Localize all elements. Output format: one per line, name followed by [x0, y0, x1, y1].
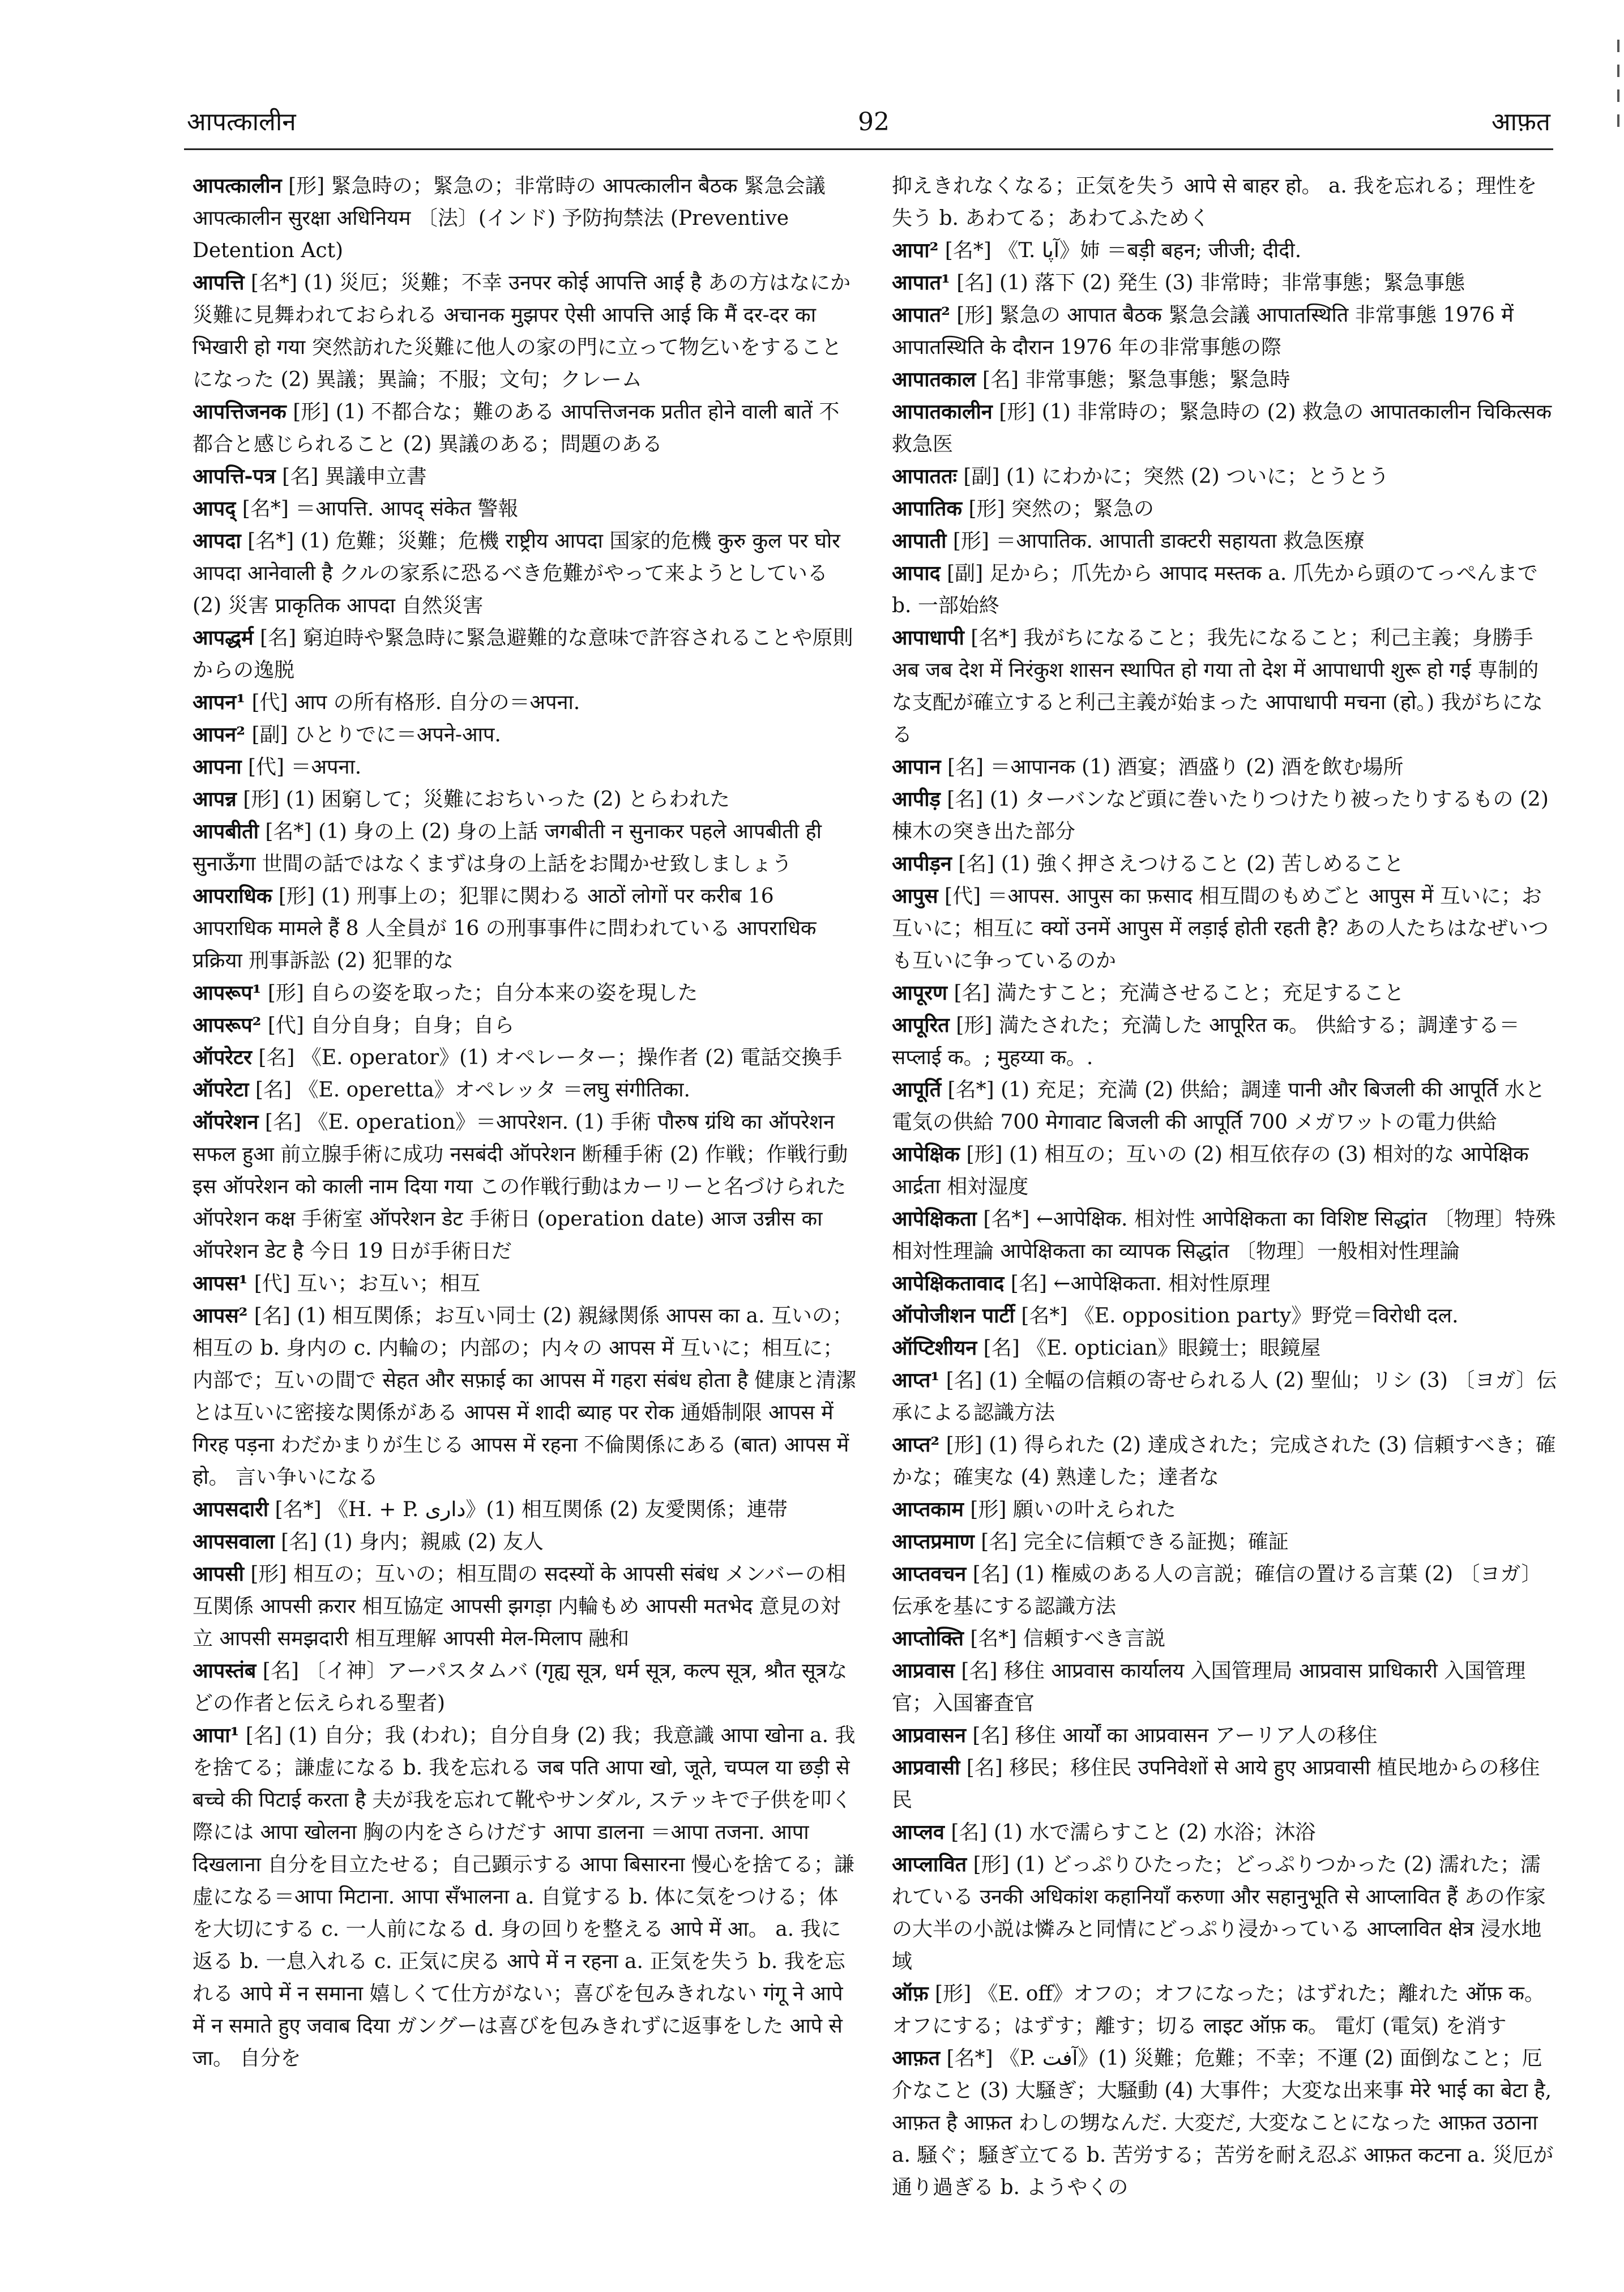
entry-definition: [名] 《E. operator》(1) オペレーター；操作者 (2) 電話交換手: [251, 1046, 843, 1069]
entry-definition: [副] ひとりでに＝अपने-आप.: [245, 723, 501, 746]
entry-headword: आपरूप¹: [193, 981, 262, 1005]
dictionary-entry: [892, 1978, 1557, 2042]
dictionary-entry: [892, 234, 1557, 267]
dictionary-entry: [892, 396, 1557, 460]
dictionary-entry: [193, 816, 858, 880]
entry-headword: आफ़त: [892, 2046, 941, 2070]
entry-definition: [名*] 《E. opposition party》野党＝विरोधी दल.: [1014, 1304, 1459, 1328]
entry-headword: आपबीती: [193, 820, 259, 843]
dictionary-entry: [892, 1300, 1557, 1332]
dictionary-entry: [892, 1752, 1557, 1816]
entry-headword: आपात²: [892, 303, 950, 327]
dictionary-entry: [193, 267, 858, 396]
entry-definition: [代] ＝अपना.: [241, 756, 362, 779]
entry-headword: ऑफ़: [892, 1982, 929, 2005]
dictionary-entry: [892, 2042, 1557, 2204]
dictionary-entry: [892, 1364, 1557, 1429]
dictionary-entry: [892, 1623, 1557, 1655]
dictionary-entry: [193, 1655, 858, 1719]
entry-definition: [名*] 《P. آفت》(1) 災難；危難；不幸；不運 (2) 面倒なこと；厄介なこと (3) 大騒ぎ；大騒動 (4) 大事件；大変な出来事 मेरे भाई का बेटा है, आफ़त है आफ़त わしの甥なんだ. 大変だ, 大変なことになった आफ़त उठाना a. 騒ぐ；騒ぎ立てる b. 苦労する；苦労を耐え忍ぶ आफ़त कटना a. 災厄が通り過ぎる b. ようやくの: [892, 2047, 1554, 2199]
dictionary-entry: [892, 1138, 1557, 1203]
entry-definition: [形] 自らの姿を取った；自分本来の姿を現した: [261, 981, 698, 1005]
dictionary-entry: [193, 1493, 858, 1526]
entry-headword: आपीड़: [892, 787, 941, 811]
entry-definition: [名] 《E. operetta》オペレッタ ＝लघु संगीतिका.: [249, 1078, 690, 1102]
entry-headword: आप्लव: [892, 1820, 945, 1844]
entry-definition: [名] 〔イ神〕アーパスタムバ (गृह्य सूत्र, धर्म सूत्र, कल्प सूत्र, श्रौत सूत्रなどの作者と伝えられる聖者): [193, 1659, 848, 1715]
dictionary-entry: [193, 396, 858, 460]
entry-headword: आपद्: [193, 497, 236, 520]
entry-headword: आप्रवास: [892, 1659, 955, 1683]
entry-headword: आप्तप्रमाण: [892, 1530, 975, 1553]
entry-definition: [名*] (1) 充足；充満 (2) 供給；調達 पानी और बिजली की आपूर्ति 水と電気の供給 700 मेगावाट बिजली की आपूर्ति 700 メガワットの電力供給: [892, 1078, 1546, 1134]
dictionary-entry: [193, 1074, 858, 1106]
entry-definition: [形] (1) 相互の；互いの (2) 相互依存の (3) 相対的な आपेक्षिक आर्द्रता 相対湿度: [892, 1143, 1529, 1198]
entry-headword: आप्रवासी: [892, 1756, 960, 1779]
entry-definition: [名] (1) ターバンなど頭に巻いたりつけたり被ったりするもの (2) 棟木の突き出た部分: [892, 788, 1549, 843]
entry-headword: आपस्तंब: [193, 1659, 257, 1683]
entry-headword: आपेक्षिक: [892, 1142, 960, 1166]
entry-headword: आपन¹: [193, 690, 245, 714]
running-head-right: आफ़त: [1491, 108, 1550, 136]
entry-definition: [名] (1) 落下 (2) 発生 (3) 非常時；非常事態；緊急事態: [950, 271, 1465, 294]
entry-definition: [代] आप の所有格形. 自分の＝अपना.: [245, 691, 580, 714]
dictionary-entry: [193, 880, 858, 977]
entry-definition: [名*] ＝आपत्ति. आपद् संकेत 警報: [236, 497, 519, 520]
dictionary-entry: [193, 977, 858, 1009]
entry-definition: [代] 互い；お互い；相互: [247, 1272, 481, 1295]
dictionary-entry: [193, 622, 858, 686]
dictionary-entry: [892, 170, 1557, 234]
dictionary-entry: [892, 1267, 1557, 1300]
dictionary-entry: [193, 686, 858, 719]
dictionary-entry: [892, 1203, 1557, 1267]
entry-headword: आप्तोक्ति: [892, 1627, 964, 1650]
header-rule: [184, 148, 1553, 150]
entry-definition: [形] 満たされた；充満した आपूरित क。 供給する；調達する＝सप्लाई क。; मुहय्या क。.: [892, 1014, 1520, 1069]
entry-headword: आपा¹: [193, 1723, 240, 1747]
entry-headword: आपराधिक: [193, 884, 272, 908]
entry-definition: [名] 満たすこと；充満させること；充足すること: [947, 981, 1404, 1005]
dictionary-entry: [892, 1526, 1557, 1558]
entry-definition: [名] 《E. operation》＝आपरेशन. (1) 手術 पौरुष ग्रंथि का ऑपरेशन सफल हुआ 前立腺手術に成功 नसबंदी ऑपरेशन 断種手術 (2) 作戦；作戦行動 इस ऑपरेशन को काली नाम दिया गया この作戦行動はカーリーと名づけられた ऑपरेशन कक्ष 手術室 ऑपरेशन डेट 手術日 (operation date) आज उन्नीस का ऑपरेशन डेट है 今日 19 日が手術日だ: [193, 1111, 848, 1263]
dictionary-entry: [892, 880, 1557, 977]
entry-headword: आपना: [193, 755, 242, 779]
page-edge-marks: [1609, 40, 1619, 139]
entry-definition: [名*] (1) 災厄；災難；不幸 उनपर कोई आपत्ति आई है あの方はなにか災難に見舞われておられる अचानक मुझपर ऐसी आपत्ति आई कि मैं दर-दर का भिखारी हो गया 突然訪れた災難に他人の家の門に立って物乞いをすることになった (2) 異議；異論；不服；文句；クレーム: [193, 271, 851, 391]
entry-definition: [代] ＝आपस. आपुस का फ़साद 相互間のもめごと आपुस में 互いに；お互いに；相互に क्यों उनमें आपुस में लड़ाई होती रहती है? あの人たちはなぜいつも互いに争っているのか: [892, 885, 1549, 972]
entry-headword: आपत्तिजनक: [193, 400, 287, 424]
dictionary-entry: [193, 1526, 858, 1558]
entry-definition: [名] 移民；移住民 उपनिवेशों से आये हुए आप्रवासी 植民地からの移住民: [892, 1756, 1540, 1812]
dictionary-entry: [193, 525, 858, 622]
entry-definition: [名*] 《T. آپا》姉 ＝बड़ी बहन; जीजी; दीदी.: [938, 239, 1302, 262]
entry-headword: आप्रवासन: [892, 1723, 966, 1747]
entry-definition: [名] (1) 自分；我 (われ)；自分自身 (2) 我；我意識 आपा खोना a. 我を捨てる；謙虚になる b. 我を忘れる जब पति आपा खो, जूते, चप्पल या छड़ी से बच्चे की पिटाई करता है 夫が我を忘れて靴やサンダル, ステッキで子供を叩く際には आपा खोलना 胸の内をさらけだす आपा डालना ＝आपा तजना. आपा दिखलाना 自分を目立たせる；自己顕示する आपा बिसारना 慢心を捨てる；謙虚になる＝आपा मिटाना. आपा सँभालना a. 自覚する b. 体に気をつける；体を大切にする c. 一人前になる d. 身の回りを整える आपे में आ。 a. 我に返る b. 一息入れる c. 正気に戻る आपे में न रहना a. 正気を失う b. 我を忘れる आपे में न समाना 嬉しくて仕方がない；喜びを包みきれない गंगू ने आपे में न समाते हुए जवाब दिया ガングーは喜びを包みきれずに返事をした आपे से जा。 自分を: [193, 1724, 856, 2070]
entry-definition: [名] 窮迫時や緊急時に緊急避難的な意味で許容されることや原則からの逸脱: [193, 626, 853, 682]
entry-headword: आपस¹: [193, 1271, 248, 1295]
entry-definition: [形] 《E. off》オフの；オフになった；はずれた；離れた ऑफ़ क。 オフにする；はずす；離す；切る लाइट ऑफ़ क。 電灯 (電気) を消す: [892, 1982, 1545, 2038]
entry-definition: [形] 緊急の आपात बैठक 緊急会議 आपातस्थिति 非常事態 1976 में आपातस्थिति के दौरान 1976 年の非常事態の際: [892, 304, 1514, 359]
entry-headword: आपद्धर्म: [193, 626, 254, 650]
entry-headword: आप्तकाम: [892, 1497, 964, 1521]
entry-definition: [名] 異議申立書: [275, 465, 427, 488]
entry-definition: [名*] (1) 危難；災難；危機 राष्ट्रीय आपदा 国家的危機 कुरु कुल पर घोर आपदा आनेवाली है クルの家系に恐るべき危難がやって来ようとしている (2) 災害 प्राकृतिक आपदा 自然災害: [193, 530, 840, 617]
entry-definition: [形] 願いの叶えられた: [963, 1498, 1176, 1521]
entry-headword: आपाती: [892, 529, 947, 553]
entry-headword: आपत्कालीन: [193, 174, 282, 198]
entry-definition: [名] ←आपेक्षिकता. 相対性原理: [1004, 1272, 1271, 1295]
dictionary-entry: [193, 783, 858, 816]
entry-definition: [形] (1) 得られた (2) 達成された；完成された (3) 信頼すべき；確かな；確実な (4) 熟達した；達者な: [892, 1433, 1556, 1489]
dictionary-entry: [193, 1558, 858, 1655]
dictionary-entry: [892, 1719, 1557, 1752]
dictionary-entry: [193, 1009, 858, 1042]
dictionary-entry: [193, 1300, 858, 1493]
dictionary-entry: [892, 460, 1557, 493]
entry-definition: [代] 自分自身；自身；自ら: [261, 1014, 515, 1037]
entry-definition: [名] (1) 身内；親戚 (2) 友人: [274, 1530, 544, 1553]
entry-definition: [形] (1) 刑事上の；犯罪に関わる आठों लोगों पर करीब 16 आपराधिक मामले हैं 8 人全員が 16 の刑事事件に問われている आपराधिक प्रक्रिया 刑事訴訟 (2) 犯罪的な: [193, 885, 817, 972]
dictionary-entry: [892, 751, 1557, 783]
entry-definition: [名*] 《H. + P. داری》(1) 相互関係 (2) 友愛関係；連帯: [268, 1498, 788, 1521]
entry-definition: [形] ＝आपातिक. आपाती डाक्टरी सहायता 救急医療: [946, 530, 1365, 553]
entry-definition: [形] (1) 非常時の；緊急時の (2) 救急の आपातकालीन चिकित्सक 救急医: [892, 400, 1552, 456]
entry-headword: आपन्न: [193, 787, 237, 811]
entry-definition: [形] 突然の；緊急の: [962, 497, 1155, 520]
dictionary-entry: [892, 1558, 1557, 1623]
dictionary-entry: [193, 719, 858, 751]
entry-headword: आपाततः: [892, 464, 957, 488]
entry-headword: आपन²: [193, 723, 245, 746]
entry-definition: [名] (1) 権威のある人の言説；確信の置ける言葉 (2) 〔ヨガ〕伝承を基にする認識方法: [892, 1563, 1542, 1618]
left-column: [193, 170, 858, 2075]
entry-headword: आपात¹: [892, 271, 950, 294]
entry-headword: ऑपोजीशन पार्टी: [892, 1304, 1015, 1328]
entry-definition: [名*] ←आपेक्षिक. 相対性 आपेक्षिकता का विशिष्ट सिद्धांत 〔物理〕特殊相対性理論 आपेक्षिकता का व्यापक सिद्धांत 〔物理〕一般相対性理論: [892, 1207, 1556, 1263]
dictionary-entry: [193, 1719, 858, 2075]
entry-definition: [名] (1) 全幅の信頼の寄せられる人 (2) 聖仙；リシ (3) 〔ヨガ〕伝承による認識方法: [892, 1369, 1557, 1424]
entry-headword: आपरूप²: [193, 1013, 262, 1037]
entry-headword: आपत्ति: [193, 271, 245, 294]
entry-definition: [副] 足から；爪先から आपाद मस्तक a. 爪先から頭のてっぺんまで b. 一部始終: [892, 562, 1538, 617]
dictionary-entry: [892, 525, 1557, 557]
dictionary-entry: [892, 364, 1557, 396]
entry-headword: आपदा: [193, 529, 241, 553]
entry-headword: आपा²: [892, 238, 939, 262]
entry-headword: आप्त¹: [892, 1368, 940, 1392]
entry-headword: आपाधापी: [892, 626, 964, 650]
entry-headword: आपसी: [193, 1562, 244, 1586]
entry-headword: आपाद: [892, 561, 941, 585]
page-number: 92: [858, 108, 890, 136]
entry-definition: [名*] 信頼すべき言説: [963, 1627, 1166, 1650]
running-head-left: आपत्कालीन: [187, 108, 296, 136]
dictionary-entry: [193, 170, 858, 267]
entry-headword: आपातिक: [892, 497, 963, 520]
dictionary-entry: [193, 1106, 858, 1267]
dictionary-entry: [892, 783, 1557, 848]
entry-headword: आपूरित: [892, 1013, 950, 1037]
entry-definition: [形] (1) 困窮して；災難におちいった (2) とらわれた: [236, 788, 730, 811]
entry-headword: ऑपरेटर: [193, 1045, 252, 1069]
entry-definition: [副] (1) にわかに；突然 (2) ついに；とうとう: [956, 465, 1390, 488]
entry-headword: आपेक्षिकतावाद: [892, 1271, 1005, 1295]
dictionary-entry: [193, 460, 858, 493]
entry-definition: [形] 緊急時の；緊急の；非常時の आपत्कालीन बैठक 緊急会議 आपत्कालीन सुरक्षा अधिनियम 〔法〕(インド) 予防拘禁法 (Preventive Detention Act): [193, 174, 826, 262]
dictionary-entry: [892, 977, 1557, 1009]
dictionary-entry: [892, 622, 1557, 751]
entry-headword: आपुस: [892, 884, 938, 908]
entry-headword: आपीड़न: [892, 852, 952, 876]
entry-definition: [名] ＝आपानक (1) 酒宴；酒盛り (2) 酒を飲む場所: [941, 756, 1404, 779]
entry-headword: आपस²: [193, 1304, 248, 1328]
entry-headword: आपान: [892, 755, 941, 779]
entry-headword: आपत्ति-पत्र: [193, 464, 276, 488]
entry-definition: [名*] (1) 身の上 (2) 身の上話 जगबीती न सुनाकर पहले आपबीती ही सुनाऊँगा 世間の話ではなくまずは身の上話をお聞かせ致しましょう: [193, 820, 822, 876]
entry-headword: आपातकालीन: [892, 400, 993, 424]
dictionary-entry: [892, 267, 1557, 299]
dictionary-entry: [892, 1493, 1557, 1526]
entry-definition: [名] 《E. optician》眼鏡士；眼鏡屋: [977, 1337, 1321, 1360]
dictionary-entry: [193, 1267, 858, 1300]
dictionary-entry: [892, 493, 1557, 525]
entry-definition: [名] (1) 強く押さえつけること (2) 苦しめること: [951, 852, 1404, 876]
dictionary-entry: [892, 1816, 1557, 1849]
dictionary-entry: [892, 299, 1557, 364]
entry-headword: आपेक्षिकता: [892, 1207, 977, 1231]
dictionary-entry: [892, 1655, 1557, 1719]
entry-definition: [名] 完全に信頼できる証拠；確証: [974, 1530, 1289, 1553]
entry-definition: [名] 非常事態；緊急事態；緊急時: [976, 368, 1290, 391]
entry-definition: [形] (1) どっぷりひたった；どっぷりつかった (2) 濡れた；濡れている उनकी अधिकांश कहानियाँ करुणा और सहानुभूति से आप्लावित हैं あの作家の大半の小説は憐みと同情にどっぷり浸かっている आप्लावित क्षेत्र 浸水地域: [892, 1853, 1546, 1973]
entry-headword: आप्त²: [892, 1433, 940, 1457]
dictionary-entry: [892, 1074, 1557, 1138]
entry-headword: आप्तवचन: [892, 1562, 967, 1586]
entry-headword: आपसवाला: [193, 1530, 275, 1553]
dictionary-entry: [892, 1332, 1557, 1364]
entry-headword: ऑपरेटा: [193, 1078, 249, 1102]
entry-definition: 抑えきれなくなる；正気を失う आपे से बाहर हो。 a. 我を忘れる；理性を失う b. あわてる；あわてふためく: [892, 174, 1537, 230]
entry-headword: आप्लावित: [892, 1853, 967, 1876]
entry-headword: ऑप्टिशीयन: [892, 1336, 977, 1360]
entry-definition: [名] (1) 水で濡らすこと (2) 水浴；沐浴: [944, 1821, 1316, 1844]
right-column: [892, 170, 1557, 2204]
entry-headword: ऑपरेशन: [193, 1110, 259, 1134]
dictionary-entry: [892, 1009, 1557, 1074]
dictionary-entry: [892, 1849, 1557, 1978]
dictionary-entry: [892, 848, 1557, 880]
entry-definition: [形] (1) 不都合な；難のある आपत्तिजनक प्रतीत होने वाली बातें 不都合と感じられること (2) 異議のある；問題のある: [193, 400, 840, 456]
entry-definition: [名] 移住 आप्रवास कार्यालय 入国管理局 आप्रवास प्राधिकारी 入国管理官；入国審査官: [892, 1659, 1526, 1715]
entry-definition: [名*] 我がちになること；我先になること；利己主義；身勝手 अब जब देश में निरंकुश शासन स्थापित हो गया तो देश में आपाधापी शुरू हो गई 専制的な支配が確立すると利己主義が始まった आपाधापी मचना (हो。) 我がちになる: [892, 626, 1543, 746]
entry-definition: [形] 相互の；互いの；相互間の सदस्यों के आपसी संबंध メンバーの相互関係 आपसी क़रार 相互協定 आपसी झगड़ा 内輪もめ आपसी मतभेद 意見の対立 आपसी समझदारी 相互理解 आपसी मेल-मिलाप 融和: [193, 1563, 846, 1650]
dictionary-entry: [193, 751, 858, 783]
dictionary-entry: [892, 557, 1557, 622]
entry-headword: आपातकाल: [892, 368, 976, 391]
dictionary-entry: [892, 1429, 1557, 1493]
entry-definition: [名] 移住 आर्यों का आप्रवासन アーリア人の移住: [965, 1724, 1378, 1747]
dictionary-entry: [193, 493, 858, 525]
dictionary-entry: [193, 1042, 858, 1074]
entry-headword: आपूरण: [892, 981, 947, 1005]
entry-definition: [名] (1) 相互関係；お互い同士 (2) 親縁関係 आपस का a. 互いの；相互の b. 身内の c. 内輪の；内部の；内々の आपस में 互いに；相互に；内部で；互いの間で सेहत और सफ़ाई का आपस में गहरा संबंध होता है 健康と清潔とは互いに密接な関係がある आपस में शादी ब्याह पर रोक 通婚制限 आपस में गिरह पड़ना わだかまりが生じる आपस में रहना 不倫関係にある (बात) आपस में हो。 言い争いになる: [193, 1304, 857, 1489]
entry-headword: आपसदारी: [193, 1497, 269, 1521]
entry-headword: आपूर्ति: [892, 1078, 942, 1102]
